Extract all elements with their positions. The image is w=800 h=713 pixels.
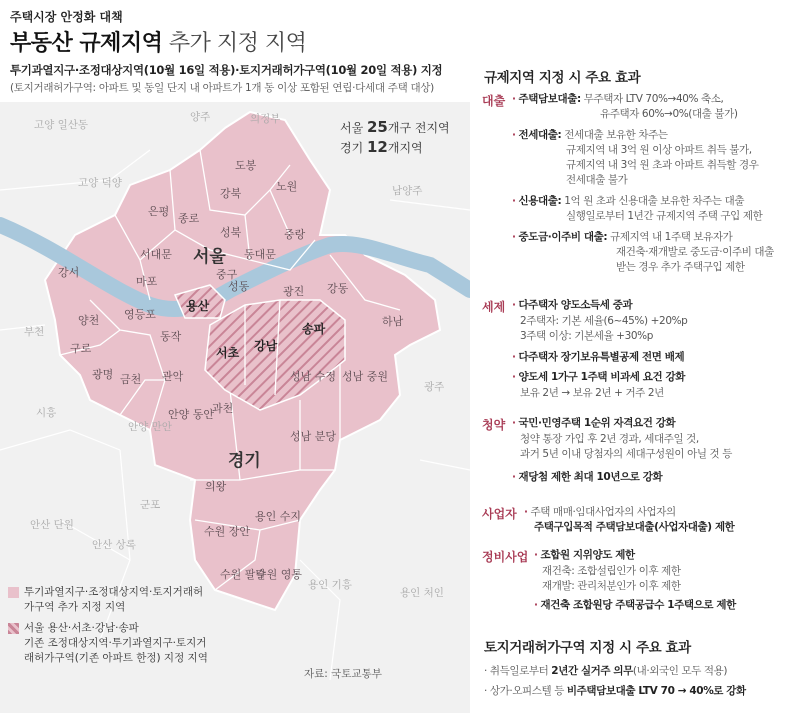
district-label: 도봉 (235, 159, 257, 172)
legend-label: 투기과열지구·조정대상지역·토지거래허가구역 추가 지정 지역 (24, 586, 204, 613)
item-title: 중도금·이주비 대출: (518, 231, 608, 243)
label-gyeonggi: 경기 (228, 451, 261, 471)
loan-item: · 전세대출: 전세대출 보유한 차주는 (512, 129, 668, 141)
item-title: 비주택담보대출 LTV 70 → 40%로 강화 (566, 685, 746, 697)
item-title: 다주택자 양도소득세 중과 (518, 299, 633, 311)
district-label: 강북 (220, 187, 242, 200)
title-sub: 추가 지정 지역 (162, 31, 307, 56)
district-label: 용인 수지 (255, 510, 302, 523)
item-line: (내·외국인 모두 적용) (632, 665, 728, 677)
item-line: 유주택자 60%→0%(대출 불가) (600, 108, 738, 120)
item-title: 2년간 실거주 의무 (551, 665, 633, 677)
district-label: 성남 중원 (342, 370, 389, 383)
target-label: 송파 (302, 322, 326, 336)
legend-swatch-hatch (8, 623, 19, 634)
district-label: 중랑 (284, 228, 306, 241)
loan-item: · 주택담보대출: 무주택자 LTV 70%→40% 축소, (512, 93, 724, 105)
item-line: 1억 원 초과 신용대출 보유한 차주는 대출 (564, 195, 745, 207)
legend-item-new (8, 585, 208, 615)
sub-item: · 국민·민영주택 1순위 자격요건 강화 (512, 417, 676, 429)
outside-label: 고양 덕양 (78, 177, 122, 189)
district-label: 성동 (228, 280, 250, 293)
item-line: 재건축: 조합설립인가 이후 제한 (542, 565, 681, 577)
target-label: 서초 (216, 346, 240, 360)
district-label: 성북 (220, 226, 242, 239)
district-label: 동작 (160, 330, 182, 343)
item-line: 규제지역 내 3억 원 이상 아파트 취득 불가, (566, 144, 752, 156)
seoul-count (340, 118, 450, 138)
district-label: 영등포 (124, 308, 156, 321)
item-title: 주택담보대출: (518, 93, 581, 105)
item-line: 실행일로부터 1년간 규제지역 주택 구입 제한 (566, 210, 763, 222)
item-line: 받는 경우 추가 주택구입 제한 (616, 261, 745, 273)
district-label: 동대문 (244, 248, 276, 261)
land-item: · 상가·오피스텔 등 비주택담보대출 LTV 70 → 40%로 강화 (484, 685, 746, 697)
outside-label: 남양주 (392, 185, 423, 197)
gyeonggi-count (340, 138, 450, 158)
tax-item: · 양도세 1가구 1주택 비과세 요건 강화 (512, 371, 686, 383)
district-label: 종로 (178, 212, 200, 225)
outside-label: 부천 (24, 326, 45, 338)
item-title: 국민·민영주택 1순위 자격요건 강화 (518, 417, 676, 429)
designation-note: (토지거래허가구역: 아파트 및 동일 단지 내 아파트가 1개 동 이상 포함된 연립·다세대 주택 대상) (10, 82, 434, 94)
item-title: 양도세 1가구 1주택 비과세 요건 강화 (518, 371, 686, 383)
tax-item: · 다주택자 양도소득세 중과 (512, 299, 633, 311)
item-line: 규제지역 내 1주택 보유자가 (610, 231, 733, 243)
target-label: 용산 (186, 299, 210, 313)
outside-label: 의정부 (250, 113, 281, 125)
district-label: 광명 (92, 368, 114, 381)
district-label: 수원 장안 (204, 525, 251, 538)
outside-label: 양주 (190, 111, 211, 123)
map-legend (8, 585, 208, 672)
target-label: 강남 (254, 339, 278, 353)
outside-label: 용인 기흥 (308, 579, 352, 591)
item-line: 2주택자: 기본 세율(6~45%) +20%p (520, 315, 688, 327)
item-title: 주택구입목적 주택담보대출(사업자대출) 제한 (534, 521, 735, 533)
item-line: 무주택자 LTV 70%→40% 축소, (583, 93, 724, 105)
district-label: 마포 (136, 275, 158, 288)
district-label: 구로 (70, 342, 92, 355)
category-tax: 세제 (482, 300, 506, 314)
item-line: 청약 통장 가입 후 2년 경과, 세대주일 것, (520, 433, 699, 445)
district-label: 강동 (327, 282, 349, 295)
district-label: 양천 (78, 314, 100, 327)
district-label: 은평 (148, 205, 170, 218)
district-label: 하남 (382, 315, 404, 328)
district-label: 성남 분당 (290, 430, 337, 443)
item-line: 전세대출 보유한 차주는 (564, 129, 668, 141)
sub-item: · 재당첨 제한 최대 10년으로 강화 (512, 471, 663, 483)
item-line: 재개발: 관리처분인가 이후 제한 (542, 580, 681, 592)
item-line: 보유 2년 → 보유 2년 + 거주 2년 (520, 387, 664, 399)
land-item: · 취득일로부터 2년간 실거주 의무(내·외국인 모두 적용) (484, 665, 728, 677)
outside-label: 군포 (140, 499, 161, 511)
outside-label: 고양 일산동 (34, 119, 89, 131)
district-label: 금천 (120, 373, 142, 386)
legend-swatch-solid (8, 587, 19, 598)
legend-text (24, 621, 208, 666)
item-title: 재건축 조합원당 주택공급수 1주택으로 제한 (540, 599, 736, 611)
item-title: 재당첨 제한 최대 10년으로 강화 (518, 471, 663, 483)
outside-label: 안양 만안 (128, 421, 172, 433)
item-line: 취득일로부터 (489, 665, 552, 677)
item-line (534, 520, 734, 535)
count-prefix: 서울 (340, 121, 367, 135)
district-label: 과천 (212, 402, 234, 415)
rebuild-item: · 조합원 지위양도 제한 (534, 549, 635, 561)
item-line: 3주택 이상: 기본세율 +30%p (520, 330, 653, 342)
item-line: 상가·오피스텔 등 (489, 685, 567, 697)
district-label: 서대문 (140, 248, 172, 261)
title-main: 부동산 규제지역 (10, 31, 163, 56)
count-number: 25 (367, 118, 388, 136)
district-label: 성남 수정 (290, 370, 337, 383)
rebuild-item: · 재건축 조합원당 주택공급수 1주택으로 제한 (534, 599, 736, 611)
count-suffix: 개지역 (387, 141, 423, 155)
count-prefix: 경기 (340, 141, 367, 155)
outside-label: 안산 상록 (92, 539, 136, 551)
source-note: 자료: 국토교통부 (304, 668, 382, 680)
item-title: 전세대출: (518, 129, 562, 141)
district-label: 수원 영통 (256, 568, 303, 581)
legend-desc: 기존 조정대상지역·투기과열지구·토지거래허가구역(기존 아파트 한정) 지정 지역 (24, 637, 208, 664)
item-line: 규제지역 내 3억 원 초과 아파트 취득할 경우 (566, 159, 759, 171)
loan-item: · 중도금·이주비 대출: 규제지역 내 1주택 보유자가 (512, 231, 733, 243)
legend-item-existing (8, 621, 208, 666)
item-title: 조합원 지위양도 제한 (540, 549, 635, 561)
legend-label: 서울 용산·서초·강남·송파 (24, 622, 139, 634)
outside-label: 광주 (424, 381, 445, 393)
item-line: 과거 5년 이내 당첨자의 세대구성원이 아닐 것 등 (520, 448, 732, 460)
page-title (10, 26, 306, 57)
item-line: 전세대출 불가 (566, 174, 628, 186)
count-number: 12 (367, 138, 388, 156)
item-title: 신용대출: (518, 195, 562, 207)
kicker: 주택시장 안정화 대책 (10, 10, 123, 24)
tax-item: · 다주택자 장기보유특별공제 전면 배제 (512, 351, 685, 363)
item-line: 주택 매매·임대사업자의 사업자의 (530, 506, 676, 518)
district-label: 강서 (58, 266, 80, 279)
category-loan: 대출 (482, 94, 506, 108)
outside-label: 시흥 (36, 407, 57, 419)
effects-heading: 규제지역 지정 시 주요 효과 (484, 70, 641, 86)
district-label: 노원 (276, 180, 298, 193)
district-label: 의왕 (205, 480, 227, 493)
district-label: 광진 (283, 285, 305, 298)
category-business: 사업자 (482, 507, 517, 521)
outside-label: 용인 처인 (400, 587, 444, 599)
district-label: 관악 (162, 370, 184, 383)
biz-item: · 주택 매매·임대사업자의 사업자의 (524, 506, 676, 518)
loan-item: · 신용대출: 1억 원 초과 신용대출 보유한 차주는 대출 (512, 195, 745, 207)
count-suffix: 개구 전지역 (387, 121, 450, 135)
outside-label: 안산 단원 (30, 519, 74, 531)
label-seoul: 서울 (193, 247, 226, 267)
district-label: 안양 동안 (168, 408, 215, 421)
designation-counts (340, 118, 450, 158)
designation-line: 투기과열지구·조정대상지역(10월 16일 적용)·토지거래허가구역(10월 20일 적용) 지정 (10, 63, 443, 77)
category-subscription: 청약 (482, 418, 506, 432)
item-title: 다주택자 장기보유특별공제 전면 배제 (518, 351, 685, 363)
district-label: 중구 (216, 268, 238, 281)
item-line: 재건축·재개발로 중도금·이주비 대출 (616, 246, 774, 258)
land-permit-heading: 토지거래허가구역 지정 시 주요 효과 (484, 640, 691, 656)
category-rebuild: 정비사업 (482, 550, 529, 564)
district-label: 수원 팔달 (220, 568, 267, 581)
